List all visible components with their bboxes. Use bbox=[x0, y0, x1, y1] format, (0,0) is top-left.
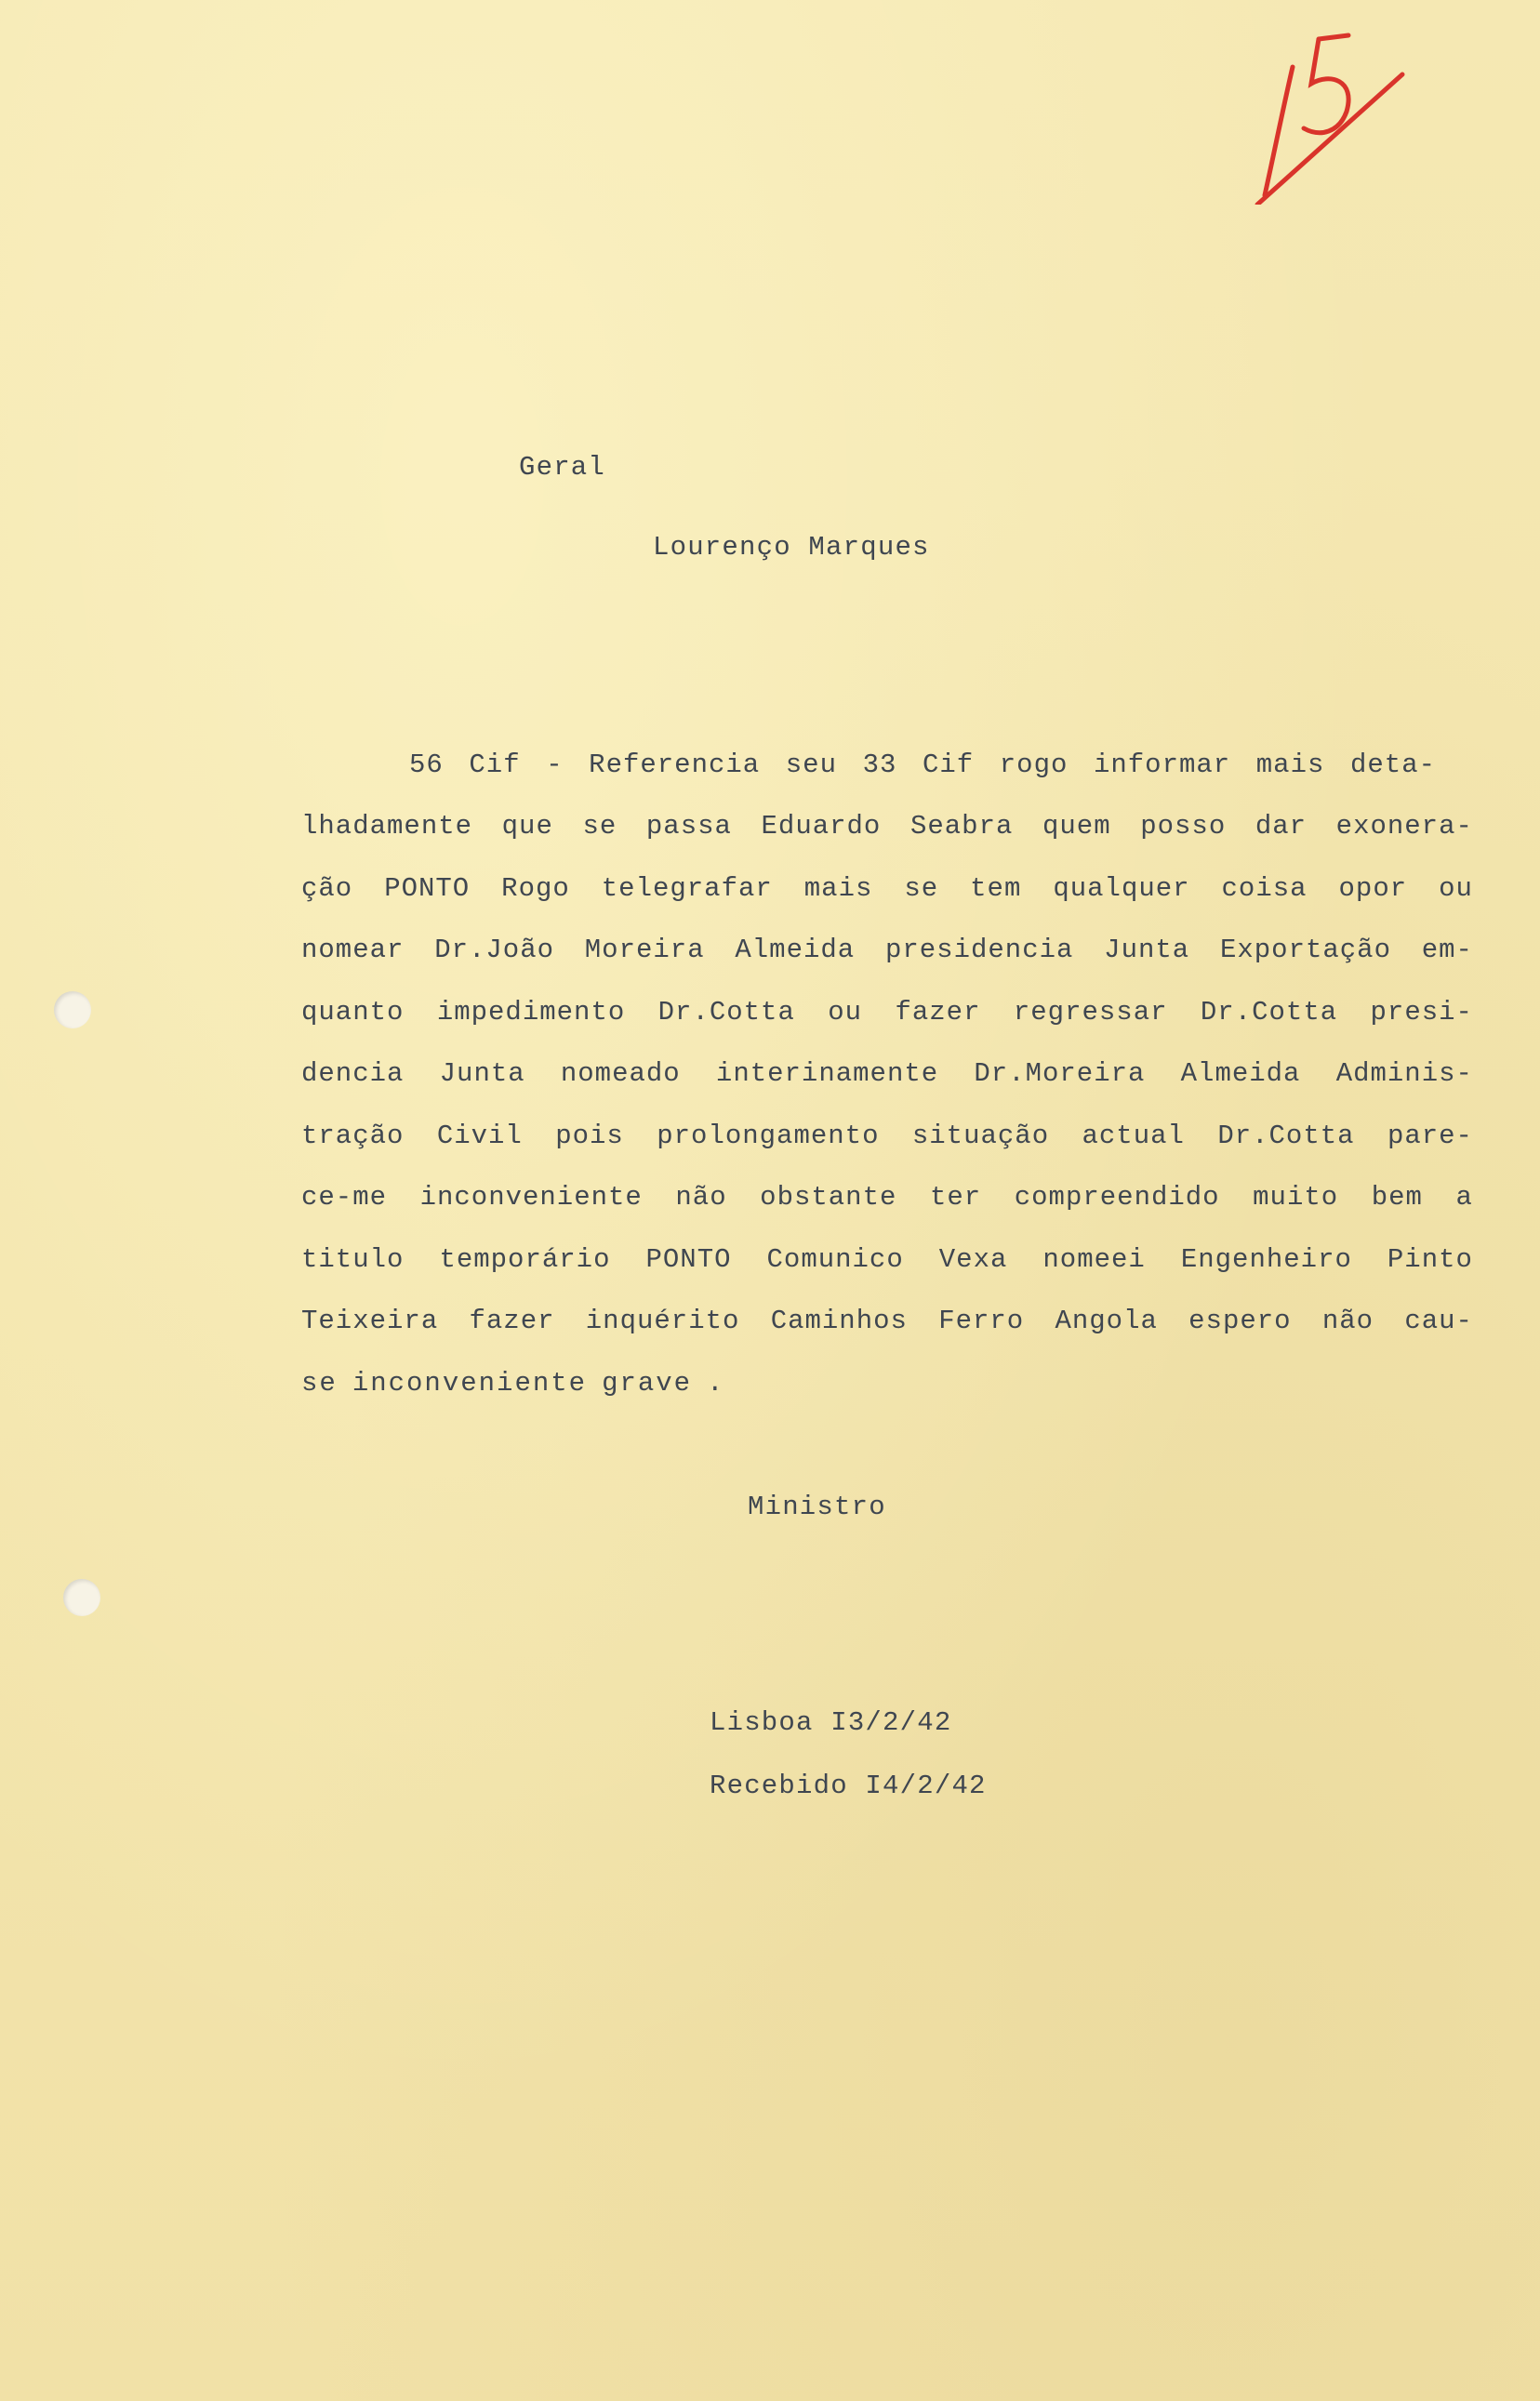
message-word: Angola bbox=[1055, 1306, 1158, 1336]
message-word: Rogo bbox=[501, 873, 570, 904]
message-word: Cif bbox=[922, 749, 975, 780]
message-word: mais bbox=[803, 873, 873, 904]
message-word: fazer bbox=[895, 997, 981, 1028]
message-word: quem bbox=[1042, 811, 1111, 842]
binder-hole-top bbox=[54, 991, 91, 1028]
message-line bbox=[301, 1307, 1473, 1334]
message-line bbox=[301, 875, 1473, 902]
message-word: Pinto bbox=[1387, 1244, 1473, 1275]
message-word: mais bbox=[1255, 749, 1325, 780]
message-word: nomear bbox=[301, 935, 405, 965]
message-word: titulo bbox=[301, 1244, 405, 1275]
message-word: Dr.Cotta bbox=[1200, 997, 1338, 1028]
message-word: que bbox=[501, 811, 553, 842]
message-word: presidencia bbox=[884, 935, 1074, 965]
message-word: não bbox=[1321, 1306, 1374, 1336]
message-word: Almeida bbox=[1180, 1058, 1301, 1089]
message-word: temporário bbox=[439, 1244, 611, 1275]
message-word: Almeida bbox=[735, 935, 856, 965]
message-word: Exportação bbox=[1219, 935, 1391, 965]
message-word: a bbox=[1455, 1182, 1473, 1213]
message-word: situação bbox=[911, 1121, 1050, 1151]
message-word: ou bbox=[828, 997, 863, 1028]
message-word: pois bbox=[555, 1121, 624, 1151]
addressee-line-2: Lourenço Marques bbox=[653, 532, 930, 563]
message-word: lhadamente bbox=[301, 811, 473, 842]
message-line bbox=[301, 1060, 1473, 1087]
message-word: Dr.Cotta bbox=[657, 997, 795, 1028]
message-word: tração bbox=[301, 1121, 405, 1151]
message-word: interinamente bbox=[715, 1058, 939, 1089]
message-line bbox=[301, 1246, 1473, 1273]
message-word: inconveniente bbox=[352, 1368, 588, 1399]
message-word: deta- bbox=[1349, 749, 1436, 780]
message-word: Eduardo bbox=[761, 811, 882, 842]
message-word: Seabra bbox=[909, 811, 1014, 842]
message-line bbox=[301, 936, 1473, 963]
message-word: se bbox=[904, 873, 939, 904]
message-word: rogo bbox=[999, 749, 1069, 780]
message-word: qualquer bbox=[1053, 873, 1190, 904]
sent-date: Lisboa I3/2/42 bbox=[710, 1707, 952, 1738]
message-word: - bbox=[546, 749, 564, 780]
message-word: Civil bbox=[436, 1121, 523, 1151]
message-word: ção bbox=[301, 873, 353, 904]
message-word: não bbox=[675, 1182, 727, 1213]
received-date: Recebido I4/2/42 bbox=[710, 1771, 987, 1801]
message-word: inconveniente bbox=[419, 1182, 643, 1213]
message-word: telegrafar bbox=[601, 873, 773, 904]
message-word: Vexa bbox=[938, 1244, 1008, 1275]
message-word: Dr.João bbox=[434, 935, 555, 965]
message-word: cau- bbox=[1404, 1306, 1473, 1336]
message-word: nomeado bbox=[560, 1058, 681, 1089]
message-word: actual bbox=[1082, 1121, 1185, 1151]
message-word: se bbox=[582, 811, 617, 842]
message-word: inquérito bbox=[585, 1306, 740, 1336]
message-word: em- bbox=[1421, 935, 1473, 965]
message-word: . bbox=[707, 1368, 725, 1399]
message-word: dar bbox=[1255, 811, 1308, 842]
message-word: prolongamento bbox=[657, 1121, 880, 1151]
message-word: quanto bbox=[301, 997, 405, 1028]
message-word: ter bbox=[929, 1182, 982, 1213]
message-word: coisa bbox=[1221, 873, 1308, 904]
message-word: tem bbox=[970, 873, 1022, 904]
message-word: Engenheiro bbox=[1180, 1244, 1352, 1275]
message-word: Cif bbox=[469, 749, 521, 780]
message-word: Dr.Moreira bbox=[974, 1058, 1146, 1089]
message-word: Dr.Cotta bbox=[1217, 1121, 1355, 1151]
message-word: impedimento bbox=[436, 997, 626, 1028]
message-word: Comunico bbox=[766, 1244, 904, 1275]
message-word: exonera- bbox=[1335, 811, 1473, 842]
message-word: posso bbox=[1140, 811, 1227, 842]
message-word: grave bbox=[602, 1368, 693, 1399]
message-word: presi- bbox=[1370, 997, 1473, 1028]
message-word: regressar bbox=[1013, 997, 1168, 1028]
handwritten-page-number bbox=[1246, 28, 1414, 205]
message-line bbox=[301, 1184, 1473, 1211]
message-line bbox=[409, 751, 1436, 778]
message-word: Teixeira bbox=[301, 1306, 439, 1336]
message-word: dencia bbox=[301, 1058, 405, 1089]
message-word: espero bbox=[1188, 1306, 1292, 1336]
message-word: fazer bbox=[469, 1306, 555, 1336]
message-word: passa bbox=[645, 811, 732, 842]
message-word: bem bbox=[1371, 1182, 1423, 1213]
message-word: muito bbox=[1253, 1182, 1339, 1213]
message-word: nomeei bbox=[1042, 1244, 1146, 1275]
message-word: obstante bbox=[760, 1182, 897, 1213]
message-word: Moreira bbox=[584, 935, 705, 965]
message-word: informar bbox=[1093, 749, 1231, 780]
message-word: Junta bbox=[1104, 935, 1190, 965]
message-word: PONTO bbox=[384, 873, 471, 904]
message-word: ou bbox=[1439, 873, 1473, 904]
message-word: pare- bbox=[1387, 1121, 1473, 1151]
message-line bbox=[301, 813, 1473, 840]
message-word: Caminhos bbox=[770, 1306, 908, 1336]
message-word: Adminis- bbox=[1335, 1058, 1473, 1089]
message-word: seu bbox=[785, 749, 837, 780]
message-word: 56 bbox=[409, 749, 444, 780]
message-word: Ferro bbox=[938, 1306, 1025, 1336]
binder-hole-bottom bbox=[63, 1579, 100, 1616]
message-word: se bbox=[301, 1368, 338, 1399]
message-word: opor bbox=[1338, 873, 1408, 904]
message-line bbox=[301, 1122, 1473, 1149]
message-line bbox=[301, 1370, 739, 1397]
message-word: PONTO bbox=[645, 1244, 732, 1275]
signature: Ministro bbox=[748, 1492, 886, 1522]
message-word: Junta bbox=[439, 1058, 525, 1089]
message-word: ce-me bbox=[301, 1182, 388, 1213]
message-word: 33 bbox=[862, 749, 897, 780]
message-word: Referencia bbox=[589, 749, 761, 780]
message-word: compreendido bbox=[1014, 1182, 1220, 1213]
message-line bbox=[301, 999, 1473, 1026]
addressee-line-1: Geral bbox=[519, 452, 606, 483]
